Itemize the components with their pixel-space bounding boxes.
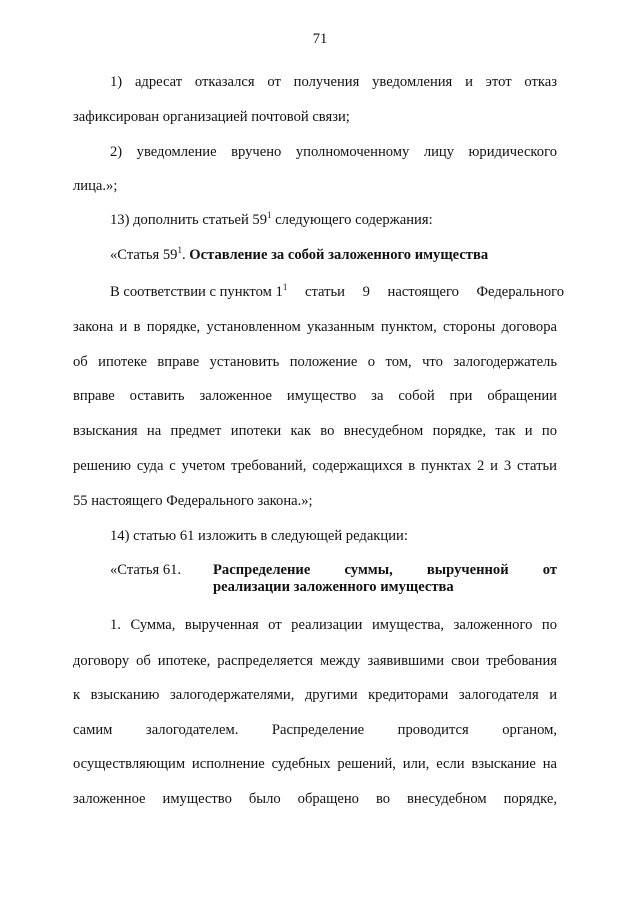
article61-title-line1: Распределение суммы, вырученной от [213, 562, 557, 578]
article59-para-line5: взыскания на предмет ипотеки как во внесудебном порядке, так и по [73, 423, 557, 439]
item1-line2: зафиксирован организацией почтовой связи; [73, 109, 350, 125]
article59-para-line1-after: статьи 9 настоящего Федерального [287, 284, 565, 300]
article61-prefix: «Статья 61. [110, 562, 182, 578]
article59-para-line6: решению суда с учетом требований, содержащихся в пунктах 2 и 3 статьи [73, 458, 557, 474]
article61-para-line4: самим залогодателем. Распределение проводится органом, [73, 722, 557, 738]
point13-text: 13) дополнить статьей 59 [110, 212, 268, 228]
article59-para-line3: об ипотеке вправе установить положение о том, что залогодержатель [73, 354, 557, 370]
article59-para-line2: закона и в порядке, установленном указанным пунктом, стороны договора [73, 319, 557, 335]
article59-para-line1-before: В соответствии с пунктом 1 [110, 284, 283, 300]
article59-para-line4: вправе оставить заложенное имущество за собой при обращении [73, 388, 557, 404]
point13-text-after: следующего содержания: [271, 212, 433, 228]
item2-line1: 2) уведомление вручено уполномоченному лицу юридического [110, 144, 557, 160]
article59-title: Оставление за собой заложенного имущества [189, 247, 489, 263]
article59-para-line7: 55 настоящего Федерального закона.»; [73, 493, 313, 509]
article59-para-line1 [110, 282, 565, 301]
item2-line2: лица.»; [73, 178, 118, 194]
item1-line1: 1) адресат отказался от получения уведомления и этот отказ [110, 74, 557, 90]
article61-title-line2: реализации заложенного имущества [213, 579, 454, 595]
article59-heading [110, 246, 557, 264]
article59-para-line1-text [110, 283, 564, 301]
article59-prefix: «Статья 59 [110, 247, 178, 263]
article61-para-line6: заложенное имущество было обращено во внесудебном порядке, [73, 791, 557, 807]
article59-para-line1-sup: 1 [282, 282, 288, 292]
point13 [110, 211, 557, 229]
point13-sup: 1 [267, 210, 272, 220]
page-number: 71 [312, 31, 328, 47]
article61-para-line3: к взысканию залогодержателями, другими кредиторами залогодателя и [73, 687, 557, 703]
article59-dot: . [181, 247, 186, 263]
point14: 14) статью 61 изложить в следующей редакции: [110, 528, 408, 544]
article61-para-line2: договору об ипотеке, распределяется между заявившими свои требования [73, 653, 557, 669]
article59-sup: 1 [177, 245, 182, 255]
article61-para-line5: осуществляющим исполнение судебных решений, или, если взыскание на [73, 756, 557, 772]
article61-para-line1: 1. Сумма, вырученная от реализации имущества, заложенного по [110, 617, 557, 633]
